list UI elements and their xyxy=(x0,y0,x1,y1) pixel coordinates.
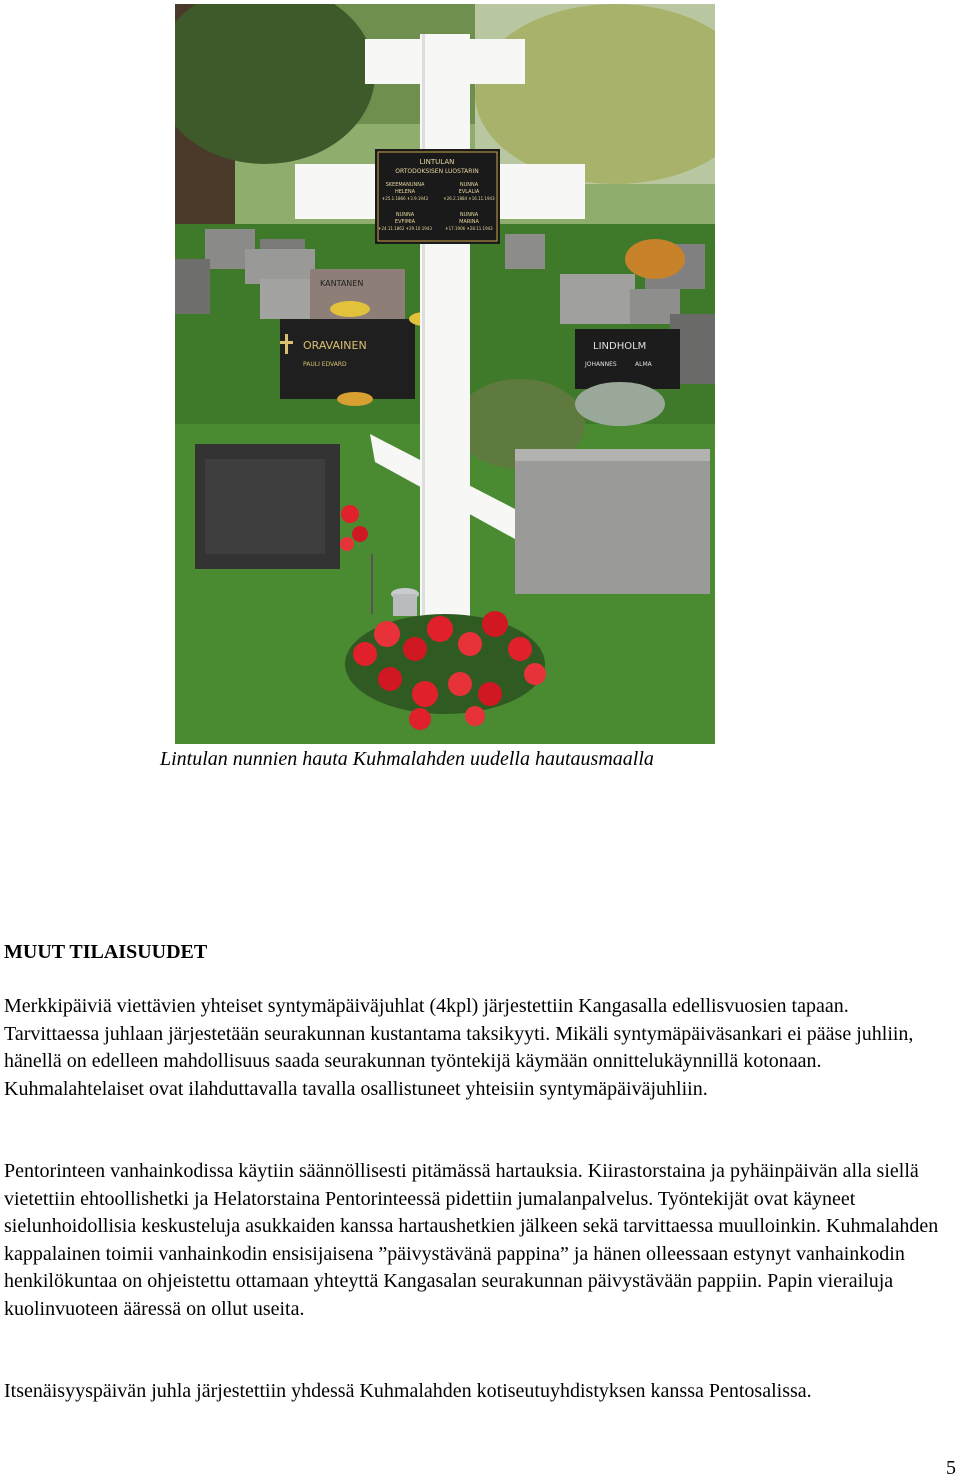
plaque-header-1: LINTULAN xyxy=(419,158,455,166)
stone-lindholm xyxy=(575,329,680,389)
stone-lindholm-name2: ALMA xyxy=(635,361,652,368)
plaque-name-4: MARINA xyxy=(459,219,479,225)
stone-kantanen-text: KANTANEN xyxy=(320,279,364,288)
paragraph-birthdays: Merkkipäiviä viettävien yhteiset syntymäpäiväjuhlat (4kpl) järjestettiin Kangasalla edellisvuosien tapaan. Tarvittaessa juhlaan järjestetään seurakunnan kustantama taksikyyti. Mikäli syntymäpäiväsankari ei pääse juhliin, hänellä on edelleen mahdollisuus saada seurakunnan työntekijä käymään onnittelukäynnillä kotonaan. Kuhmalahtelaiset ovat ilahduttavalla tavalla osallistuneet yhteisiin syntymäpäiväjuhliin. xyxy=(4,995,914,1100)
stone-front-right xyxy=(515,449,710,594)
plaque-name-3: EVFIMIA xyxy=(394,219,416,225)
plaque-title-2: NUNNA xyxy=(459,182,479,188)
stone-oravainen-subtext: PAULI EDVARD xyxy=(303,361,347,368)
plaque-dates-4: ✝17.1906 ✝28.11.1943 xyxy=(445,226,493,231)
plaque-title-3: NUNNA xyxy=(395,212,415,218)
plaque-title-4: NUNNA xyxy=(459,212,479,218)
page-number: 5 xyxy=(946,1457,956,1479)
grave-photo xyxy=(175,4,715,744)
plaque-header-2: ORTODOKSISEN LUOSTARIN xyxy=(395,168,479,175)
photo-caption: Lintulan nunnien hauta Kuhmalahden uudella hautausmaalla xyxy=(160,748,654,770)
stone-lindholm-text: LINDHOLM xyxy=(593,341,647,352)
stone-lindholm-name1: JOHANNES xyxy=(585,361,617,368)
paragraph-independence-day: Itsenäisyyspäivän juhla järjestettiin yhdessä Kuhmalahden kotiseutuyhdistyksen kanssa Pentosalissa. xyxy=(4,1380,812,1402)
plaque-name-2: EVLALIA xyxy=(458,189,480,195)
paragraph-nursing-home: Pentorinteen vanhainkodissa käytiin säännöllisesti pitämässä hartauksia. Kiirastorstaina ja pyhäinpäivän alla siellä vietettiin ehtoollishetki ja Helatorstaina Pentorinteessä pidettiin jumalanpalvelus. Työntekijät ovat käyneet sielunhoidollisia keskusteluja asukkaiden kanssa hartaushetkien jälkeen sekä tarvittaessa muulloinkin. Kuhmalahden kappalainen toimii vanhainkodin ensisijaisena ”päivystävänä pappina” ja hänen olleessaan estynyt vanhainkodin henkilökuntaa on ohjeistettu ottamaan yhteyttä Kangasalan seurakunnan päivystävään pappiin. Papin vierailuja kuolinvuoteen ääressä on ollut useita. xyxy=(4,1160,939,1320)
plaque-dates-3: ✝24.11.1862 ✝29.10.1943 xyxy=(378,226,432,231)
plaque-name-1: HELENA xyxy=(394,189,416,195)
plaque-dates-2: ✝26.2.1884 ✝16.11.1943 xyxy=(443,196,495,201)
grave-plaque xyxy=(375,149,500,244)
stone-oravainen xyxy=(280,319,415,399)
plaque-title-1: SKEEMANUNNA xyxy=(385,182,425,188)
stone-oravainen-text: ORAVAINEN xyxy=(303,339,367,352)
section-heading: MUUT TILAISUUDET xyxy=(4,941,208,963)
plaque-dates-1: ✝25.1.1866 ✝3.9.1943 xyxy=(381,196,429,201)
